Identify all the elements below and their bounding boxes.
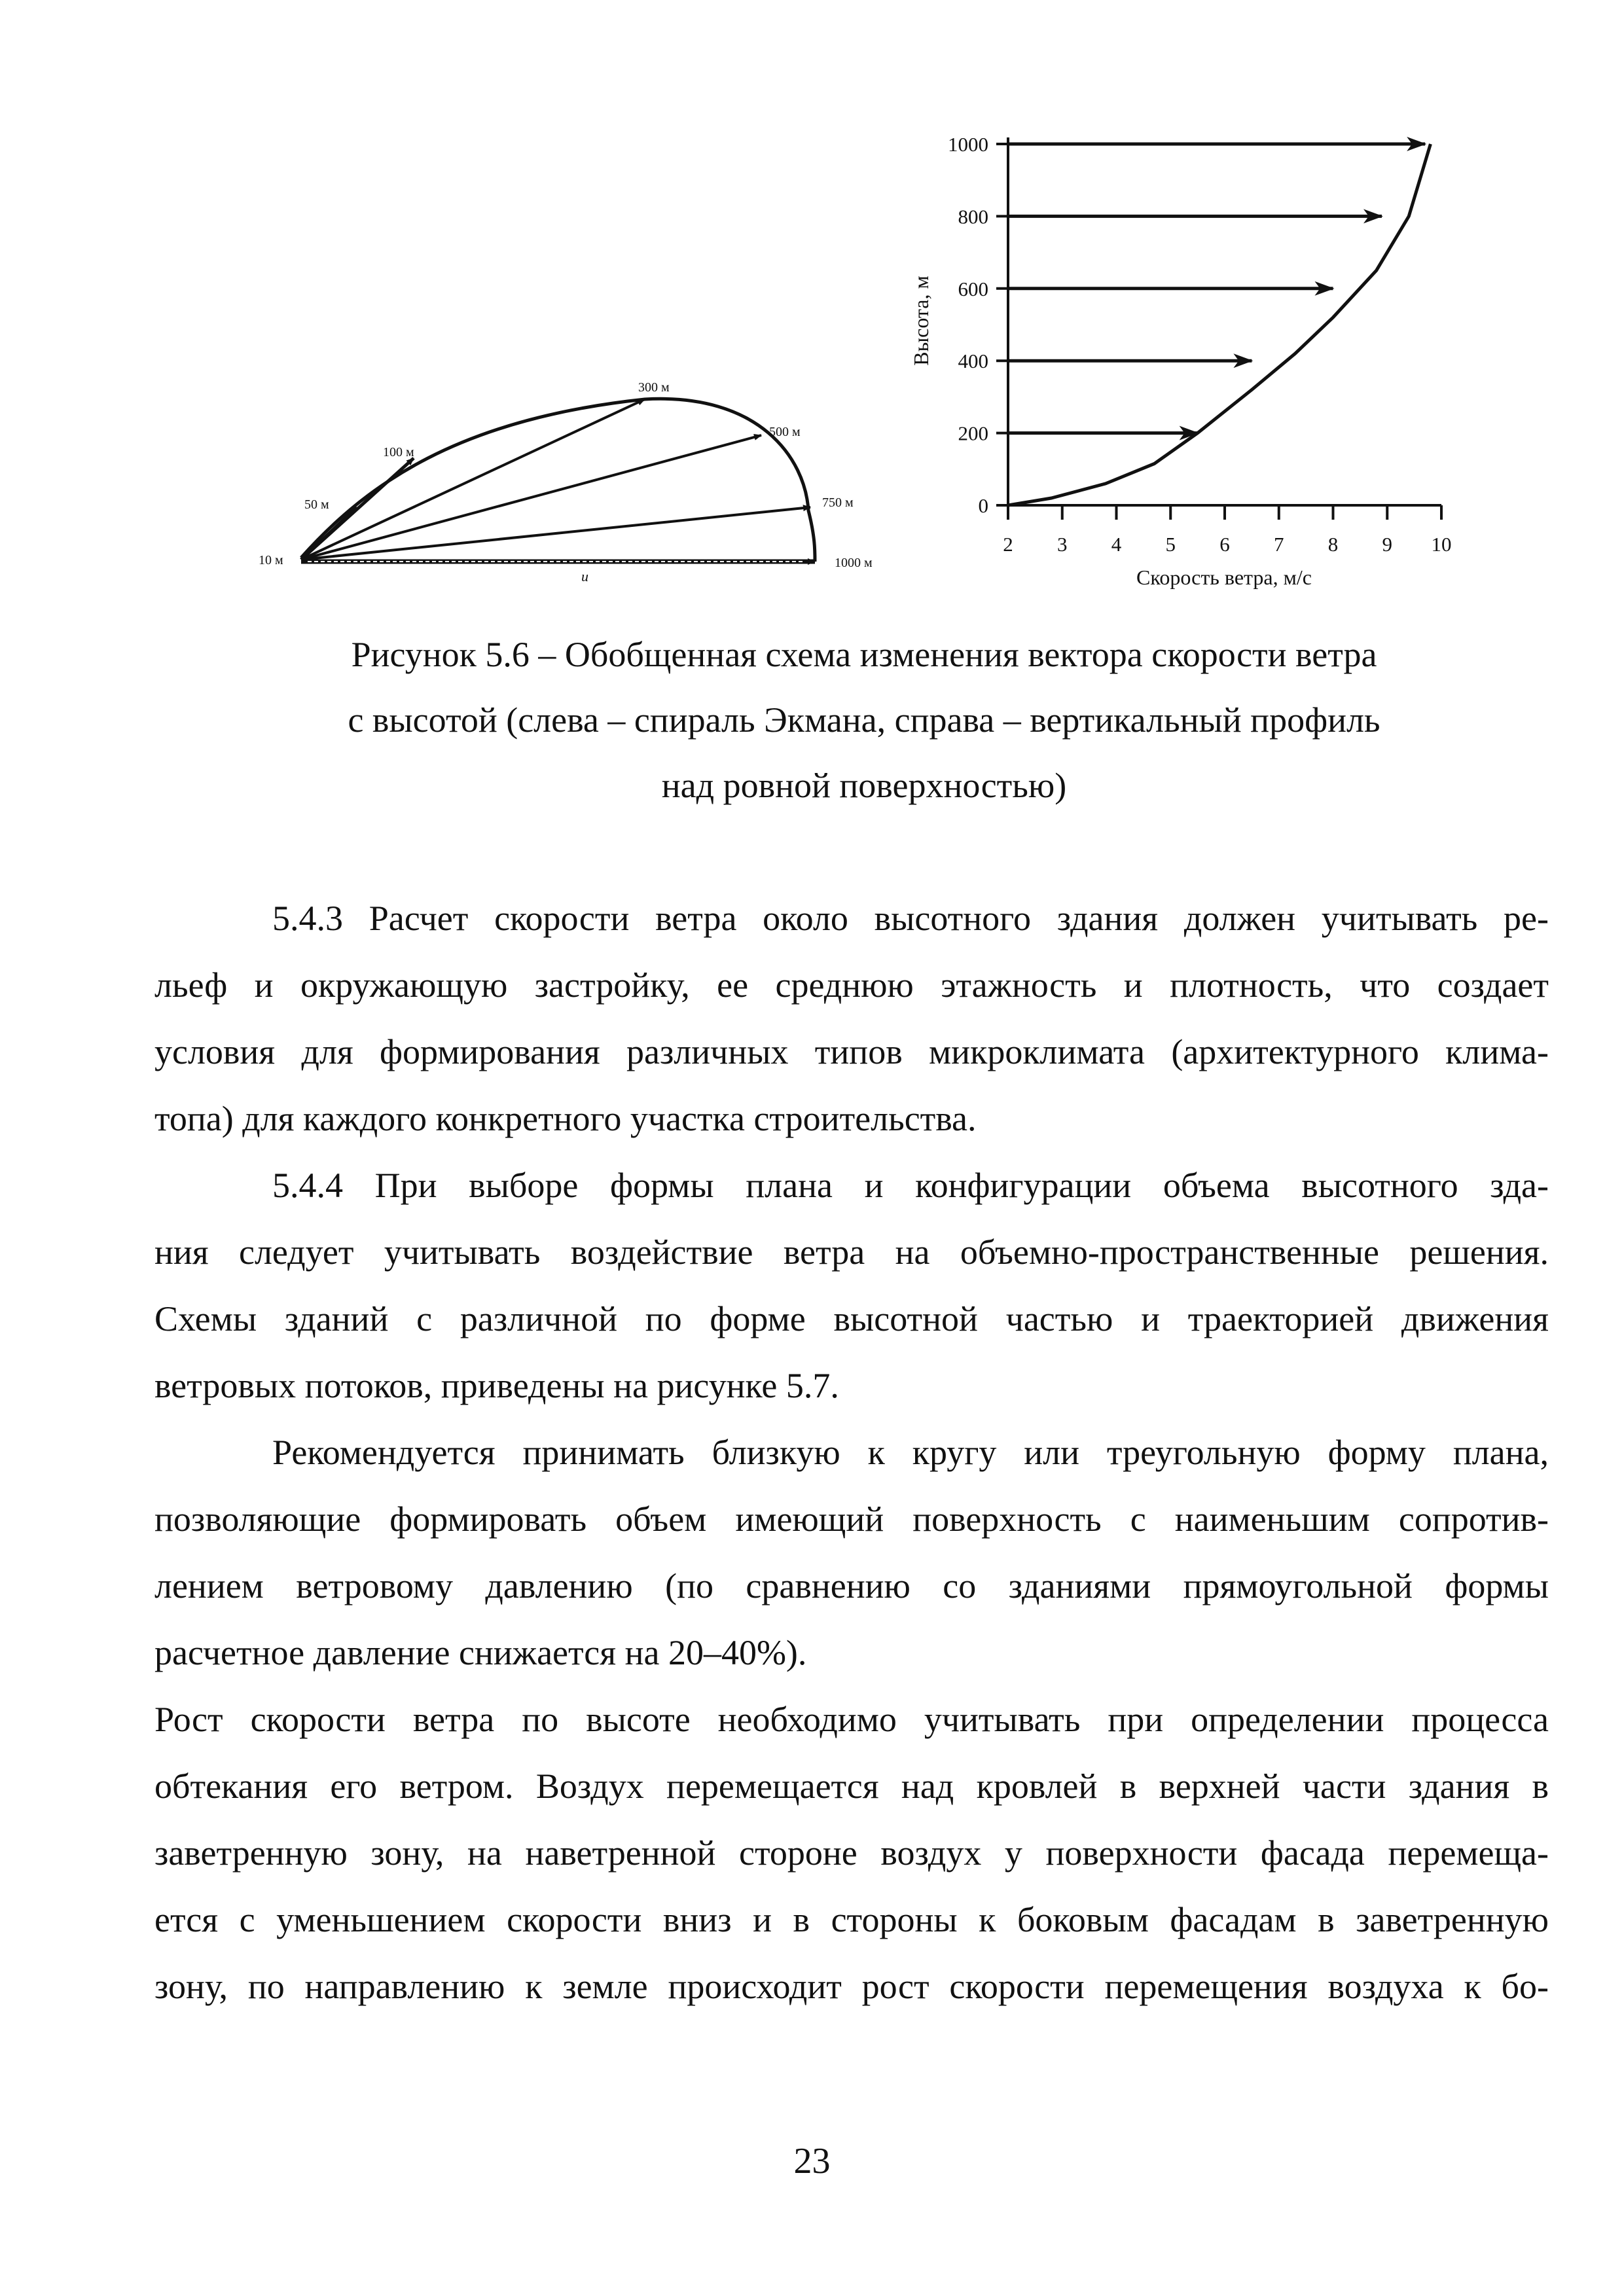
y-ticks <box>948 133 1008 517</box>
x-tick-label: 10 <box>1431 533 1452 556</box>
text-line: зону, по направлению к земле происходит рост скорости перемещения воздуха к бо- <box>154 1967 1549 2006</box>
x-ticks <box>1003 505 1451 556</box>
ekman-label-300m: 300 м <box>638 380 670 395</box>
ekman-vector-750m <box>301 507 810 560</box>
x-tick-label: 9 <box>1382 533 1392 556</box>
wind-arrows <box>1008 144 1425 433</box>
ekman-label-100m: 100 м <box>383 445 414 459</box>
x-tick-label: 7 <box>1274 533 1284 556</box>
page-number: 23 <box>793 2141 831 2181</box>
figure-5-6 <box>0 0 1624 602</box>
text-line: лением ветровому давлению (по сравнению со зданиями прямоугольной формы <box>154 1566 1549 1605</box>
ekman-axis-u: u <box>581 568 588 584</box>
ekman-spiral-diagram <box>259 380 873 584</box>
text-line: условия для формирования различных типов микроклимата (архитектурного клима- <box>154 1032 1549 1071</box>
text-line: заветренную зону, на наветренной стороне воздух у поверхности фасада перемеща- <box>154 1833 1549 1873</box>
paragraph-wind-growth <box>154 1686 1549 2020</box>
text-line: ния следует учитывать воздействие ветра на объемно-пространственные решения. <box>154 1232 1549 1272</box>
text-line: 5.4.4 При выборе формы плана и конфигурации объема высотного зда- <box>272 1166 1549 1205</box>
ekman-spiral-curve <box>301 399 815 562</box>
ekman-label-500m: 500 м <box>769 425 801 439</box>
figure-caption-line-3: над ровной поверхностью) <box>661 766 1067 805</box>
x-tick-label: 2 <box>1003 533 1013 556</box>
paragraph-5-4-4 <box>154 1152 1549 1419</box>
text-line: льеф и окружающую застройку, ее среднюю этажность и плотность, что создает <box>154 965 1549 1005</box>
text-line: позволяющие формировать объем имеющий поверхность с наименьшим сопротив- <box>154 1499 1549 1539</box>
x-tick-label: 6 <box>1219 533 1230 556</box>
ekman-label-750m: 750 м <box>822 495 854 510</box>
y-tick-label: 600 <box>958 277 988 300</box>
ekman-label-50m: 50 м <box>304 497 329 512</box>
text-line: Рост скорости ветра по высоте необходимо учитывать при определении процесса <box>154 1700 1549 1739</box>
x-tick-label: 8 <box>1327 533 1339 556</box>
text-line: ветровых потоков, приведены на рисунке 5.7. <box>154 1366 839 1405</box>
paragraph-5-4-3 <box>154 885 1549 1152</box>
ekman-label-10m: 10 м <box>259 553 283 567</box>
y-tick-label: 800 <box>958 205 988 228</box>
y-tick-label: 200 <box>958 422 988 445</box>
text-line: Схемы зданий с различной по форме высотной частью и траекторией движения <box>154 1299 1549 1338</box>
x-tick-label: 3 <box>1057 533 1068 556</box>
y-tick-label: 1000 <box>948 133 988 156</box>
text-line: 5.4.3 Расчет скорости ветра около высотного здания должен учитывать ре- <box>272 899 1549 938</box>
wind-profile-chart <box>909 133 1452 589</box>
y-axis-label: Высота, м <box>909 276 933 366</box>
x-tick-label: 5 <box>1165 533 1176 556</box>
text-line: топа) для каждого конкретного участка строительства. <box>154 1099 977 1138</box>
text-line: ется с уменьшением скорости вниз и в стороны к боковым фасадам в заветренную <box>154 1900 1549 1939</box>
figure-caption-line-2: с высотой (слева – спираль Экмана, справа – вертикальный профиль <box>348 700 1380 740</box>
wind-profile-curve <box>1008 144 1430 505</box>
text-line: обтекания его ветром. Воздух перемещается над кровлей в верхней части здания в <box>154 1767 1549 1806</box>
y-tick-label: 0 <box>978 494 988 517</box>
ekman-label-1000m: 1000 м <box>835 556 873 570</box>
text-line: расчетное давление снижается на 20–40%). <box>154 1633 807 1672</box>
x-tick-label: 4 <box>1111 533 1122 556</box>
y-tick-label: 400 <box>958 350 988 373</box>
paragraph-recommendation <box>154 1419 1549 1686</box>
text-line: Рекомендуется принимать близкую к кругу или треугольную форму плана, <box>272 1433 1549 1472</box>
x-axis-label: Скорость ветра, м/с <box>1136 565 1312 589</box>
figure-caption-line-1: Рисунок 5.6 – Обобщенная схема изменения вектора скорости ветра <box>351 635 1377 674</box>
